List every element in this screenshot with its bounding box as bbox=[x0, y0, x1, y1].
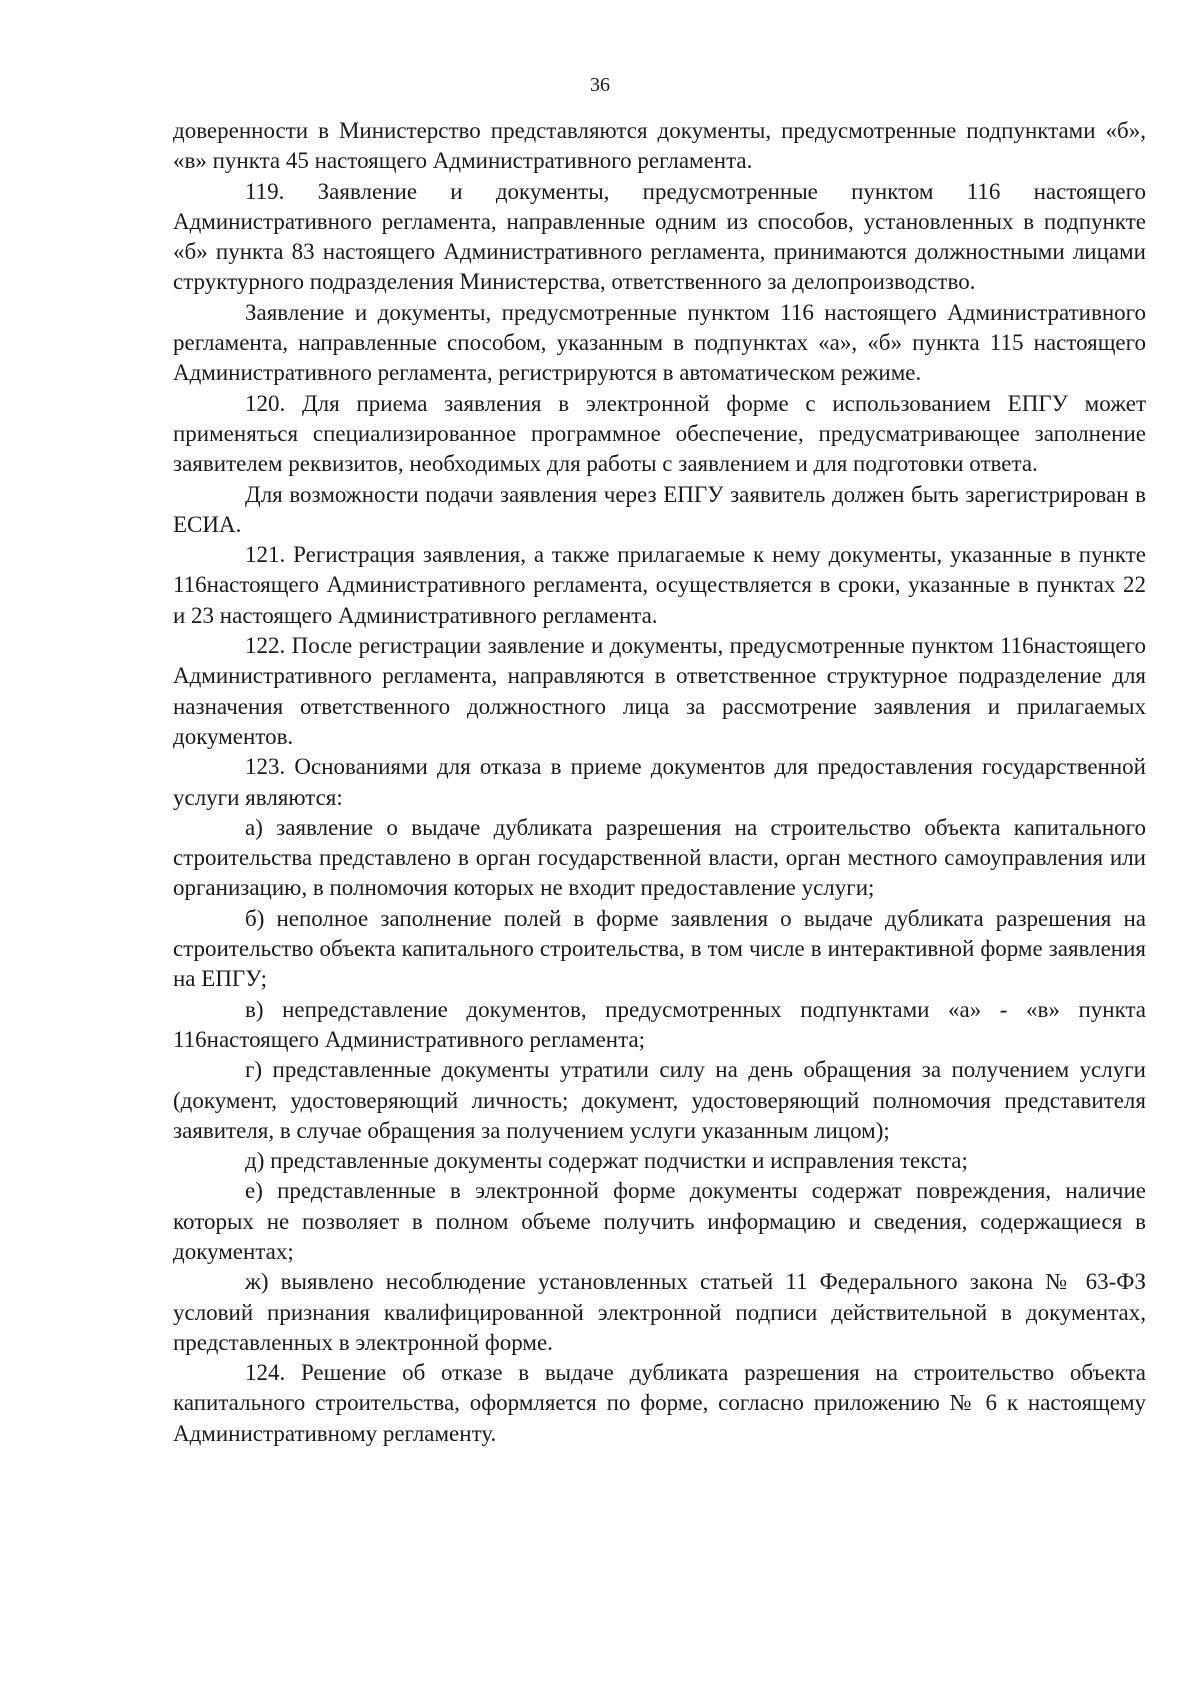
paragraph-123-zh: ж) выявлено несоблюдение установленных статьей 11 Федерального закона № 63-ФЗ условий признания квалифицированной электронной подписи действительной в документах, представленных в электронной форме. bbox=[173, 1269, 1146, 1355]
paragraph-123-e: е) представленные в электронной форме документы содержат повреждения, наличие которых не позволяет в полном объеме получить информацию и сведения, содержащиеся в документах; bbox=[173, 1178, 1146, 1264]
paragraph-123-g: г) представленные документы утратили силу на день обращения за получением услуги (документ, удостоверяющий личность; документ, удостоверяющий полномочия представителя заявителя, в случае обращения за получением услуги указанным лицом); bbox=[173, 1057, 1146, 1143]
page-number: 36 bbox=[590, 74, 610, 96]
paragraph-122: 122. После регистрации заявление и документы, предусмотренные пунктом 116настоящего Административного регламента, направляются в ответственное структурное подразделение для назначения ответственного должностного лица за рассмотрение заявления и прилагаемых документов. bbox=[173, 633, 1146, 749]
paragraph-119: 119. Заявление и документы, предусмотренные пунктом 116 настоящего Административного регламента, направленные одним из способов, установленных в подпункте «б» пункта 83 настоящего Административного регламента, принимаются должностными лицами структурного подразделения Министерства, ответственного за делопроизводство. bbox=[173, 178, 1146, 295]
paragraph-120-esia: Для возможности подачи заявления через ЕПГУ заявитель должен быть зарегистрирован в ЕСИА. bbox=[173, 481, 1146, 537]
document-body bbox=[173, 116, 1146, 1449]
paragraph-123: 123. Основаниями для отказа в приеме документов для предоставления государственной услуги являются: bbox=[173, 754, 1146, 810]
paragraph-continuation: доверенности в Министерство представляются документы, предусмотренные подпунктами «б», «в» пункта 45 настоящего Административного регламента. bbox=[173, 118, 1146, 174]
paragraph-123-d: д) представленные документы содержат подчистки и исправления текста; bbox=[245, 1148, 968, 1174]
paragraph-123-v: в) непредставление документов, предусмотренных подпунктами «а» - «в» пункта 116настоящего Административного регламента; bbox=[173, 996, 1146, 1052]
paragraph-123-b: б) неполное заполнение полей в форме заявления о выдаче дубликата разрешения на строительство объекта капитального строительства, в том числе в интерактивной форме заявления на ЕПГУ; bbox=[173, 905, 1146, 992]
paragraph-121: 121. Регистрация заявления, а также прилагаемые к нему документы, указанные в пункте 116настоящего Административного регламента, осуществляется в сроки, указанные в пунктах 22 и 23 настоящего Административного регламента. bbox=[173, 542, 1146, 628]
paragraph-124: 124. Решение об отказе в выдаче дубликата разрешения на строительство объекта капитального строительства, оформляется по форме, согласно приложению № 6 к настоящему Административному регламенту. bbox=[173, 1360, 1146, 1446]
paragraph-120: 120. Для приема заявления в электронной форме с использованием ЕПГУ может применяться специализированное программное обеспечение, предусматривающее заполнение заявителем реквизитов, необходимых для работы с заявлением и для подготовки ответа. bbox=[173, 390, 1146, 477]
paragraph-123-a: а) заявление о выдаче дубликата разрешения на строительство объекта капитального строительства представлено в орган государственной власти, орган местного самоуправления или организацию, в полномочия которых не входит предоставление услуги; bbox=[173, 814, 1146, 901]
paragraph-119-registration: Заявление и документы, предусмотренные пунктом 116 настоящего Административного регламента, направленные способом, указанным в подпунктах «а», «б» пункта 115 настоящего Административного регламента, регистрируются в автоматическом режиме. bbox=[173, 299, 1146, 386]
